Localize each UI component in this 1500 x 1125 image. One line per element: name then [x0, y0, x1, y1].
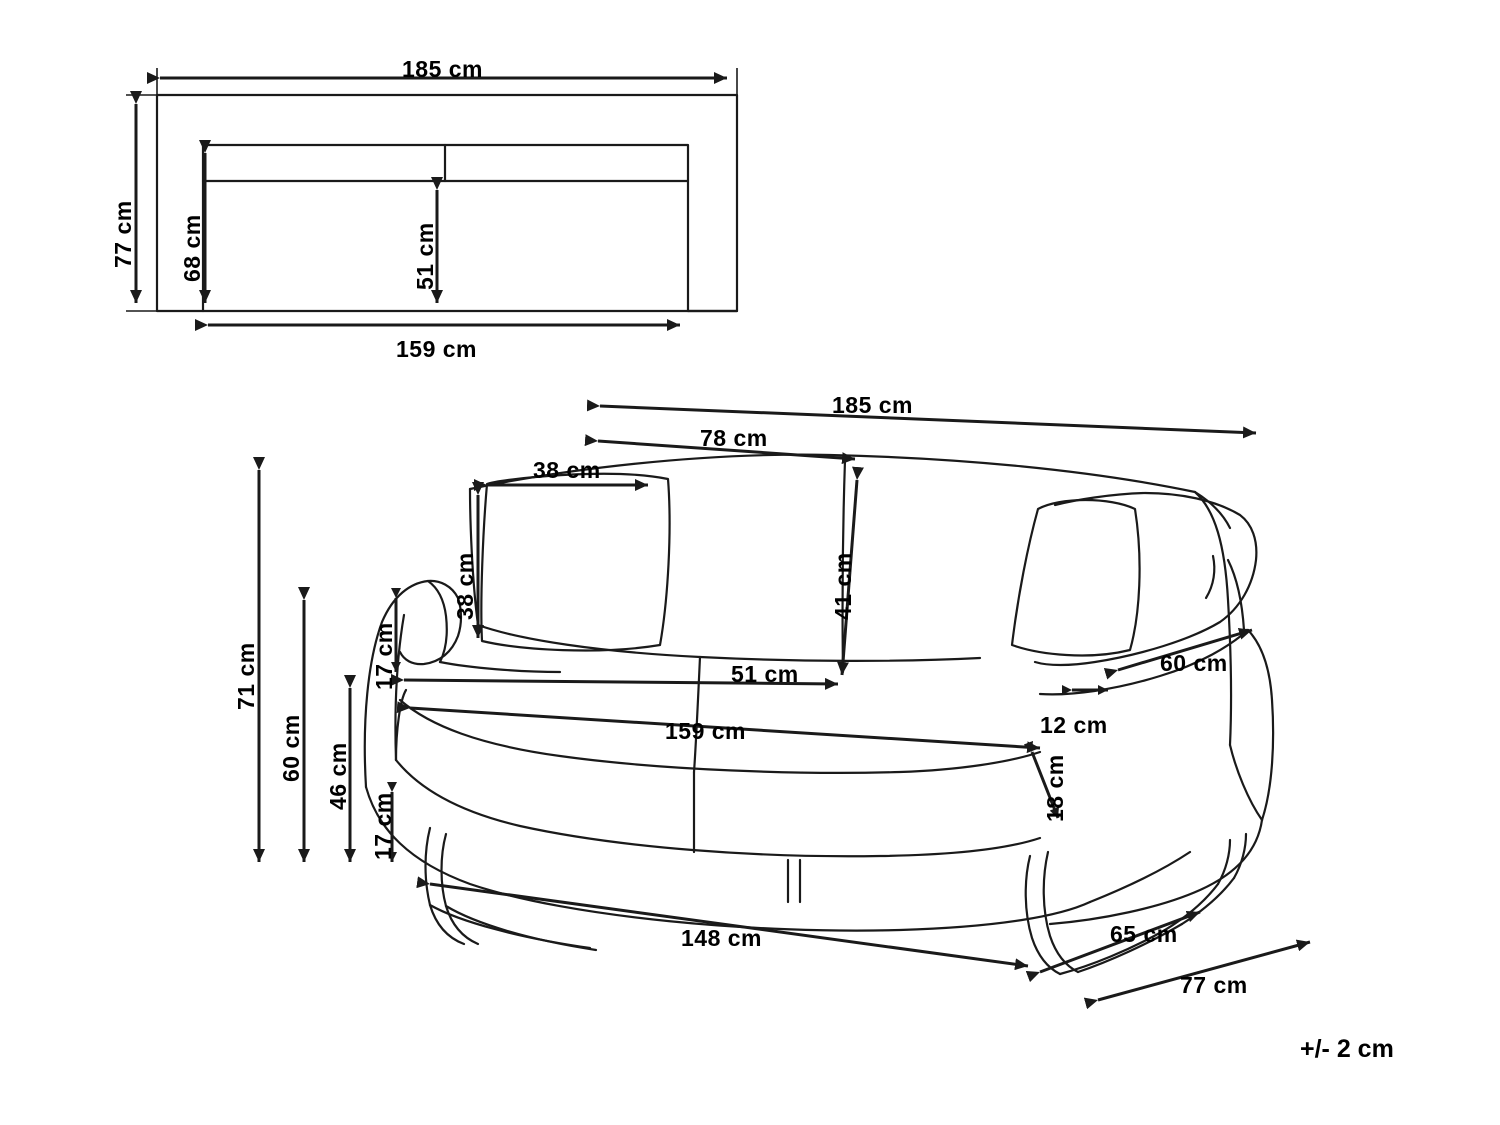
perspective-base-depth-label: 65 cm	[1110, 921, 1178, 947]
perspective-base-width-label: 148 cm	[681, 925, 763, 951]
front-view-outline	[157, 95, 737, 311]
perspective-backrest-height-label: 41 cm	[830, 552, 856, 620]
perspective-cushion-width-label: 38 cm	[533, 457, 601, 483]
perspective-arm-thickness-label: 17 cm	[371, 622, 397, 690]
front-view-seatback-height-label: 68 cm	[179, 214, 205, 282]
perspective-arm-width-label: 12 cm	[1040, 712, 1108, 738]
perspective-seat-depth-label: 60 cm	[1160, 650, 1228, 676]
front-view-width-label: 185 cm	[402, 56, 484, 82]
front-view-inner-width-label: 159 cm	[396, 336, 478, 362]
perspective-overall-width-label: 185 cm	[832, 392, 914, 418]
tolerance-note: +/- 2 cm	[1300, 1035, 1394, 1063]
perspective-arm-height-label: 60 cm	[278, 714, 304, 782]
perspective-backrest-width-label: 78 cm	[700, 425, 768, 451]
perspective-seat-width-total-label: 159 cm	[665, 718, 747, 744]
perspective-total-height-label: 71 cm	[233, 642, 259, 710]
perspective-leg-height-label: 17 cm	[370, 792, 396, 860]
perspective-dimension-lines	[259, 406, 1310, 1000]
front-view-height-label: 77 cm	[110, 200, 136, 268]
perspective-seat-thickness-label: 18 cm	[1042, 754, 1068, 822]
perspective-cushion-height-label: 38 cm	[452, 552, 478, 620]
front-view-inner-height-label: 51 cm	[412, 222, 438, 290]
perspective-seat-width-left-label: 51 cm	[731, 661, 799, 687]
perspective-seat-depth-height-label: 46 cm	[325, 742, 351, 810]
perspective-overall-depth-label: 77 cm	[1180, 972, 1248, 998]
